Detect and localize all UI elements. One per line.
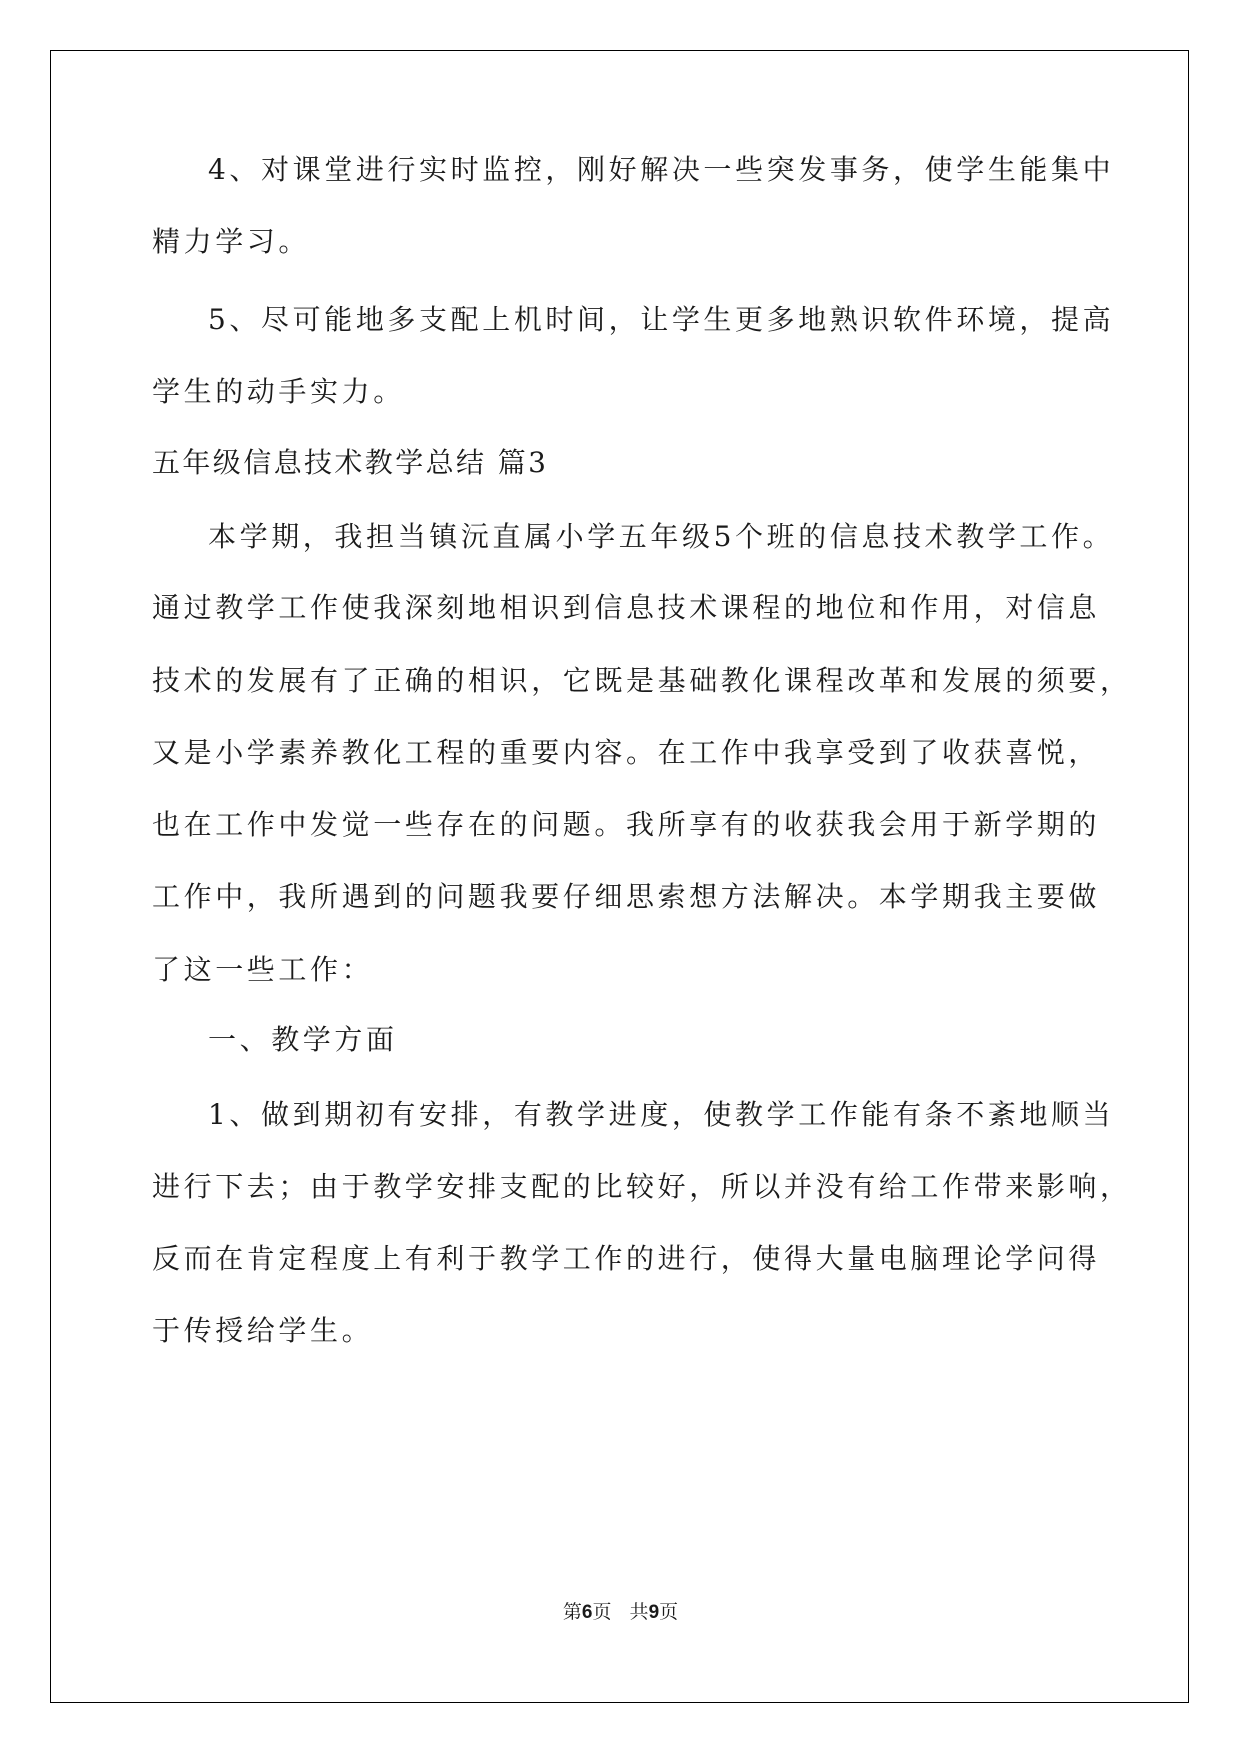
paragraph-line: 5、尽可能地多支配上机时间，让学生更多地熟识软件环境，提高 (208, 303, 1115, 336)
paragraph-line: 精力学习。 (152, 225, 311, 258)
paragraph-line: 了这一些工作： (152, 953, 374, 986)
paragraph-line: 反而在肯定程度上有利于教学工作的进行，使得大量电脑理论学问得 (152, 1242, 1101, 1275)
paragraph-line: 工作中，我所遇到的问题我要仔细思索想方法解决。本学期我主要做 (152, 880, 1101, 913)
footer-suffix: 页 (659, 1601, 679, 1623)
page-number: 6 (581, 1602, 593, 1623)
paragraph-line: 学生的动手实力。 (152, 375, 405, 408)
paragraph-line: 通过教学工作使我深刻地相识到信息技术课程的地位和作用，对信息 (152, 591, 1101, 624)
paragraph-line: 于传授给学生。 (152, 1314, 374, 1347)
paragraph-line: 技术的发展有了正确的相识，它既是基础教化课程改革和发展的须要， (152, 664, 1132, 697)
section-heading: 五年级信息技术教学总结 篇3 (152, 446, 549, 479)
paragraph-line: 4、对课堂进行实时监控，刚好解决一些突发事务，使学生能集中 (208, 153, 1115, 186)
footer-mid: 页 共 (592, 1601, 649, 1623)
total-pages: 9 (648, 1602, 660, 1623)
paragraph-line: 进行下去；由于教学安排支配的比较好，所以并没有给工作带来影响， (152, 1170, 1132, 1203)
footer-prefix: 第 (562, 1601, 582, 1623)
paragraph-line: 又是小学素养教化工程的重要内容。在工作中我享受到了收获喜悦， (152, 736, 1101, 769)
paragraph-line: 也在工作中发觉一些存在的问题。我所享有的收获我会用于新学期的 (152, 808, 1101, 841)
page-footer (0, 1597, 1241, 1624)
paragraph-line: 1、做到期初有安排，有教学进度，使教学工作能有条不紊地顺当 (208, 1098, 1115, 1131)
paragraph-line: 本学期，我担当镇沅直属小学五年级5个班的信息技术教学工作。 (208, 520, 1115, 553)
sub-heading: 一、教学方面 (208, 1023, 398, 1056)
